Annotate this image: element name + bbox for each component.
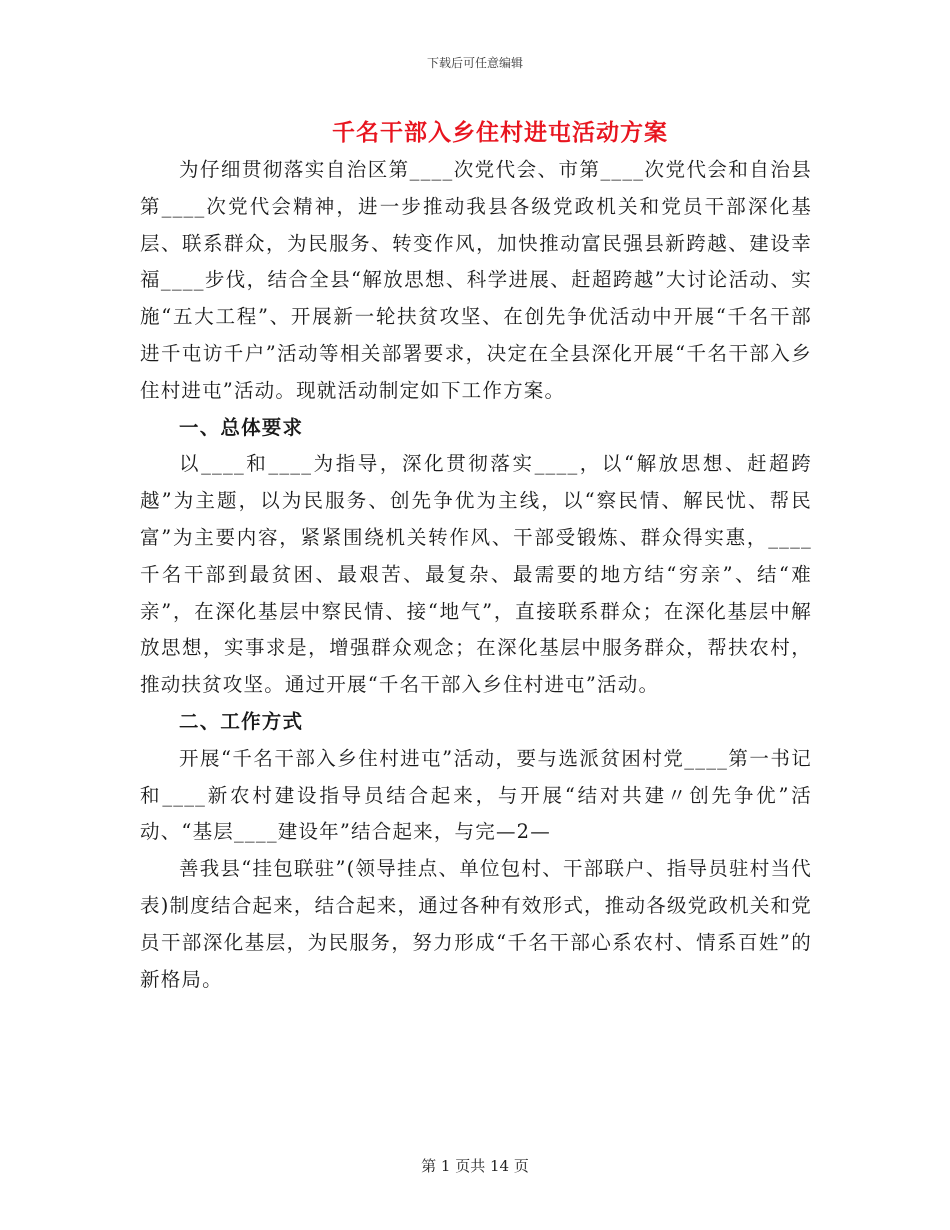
general-requirements-paragraph: 以____和____为指导，深化贯彻落实____，以“解放思想、赶超跨越”为主题，以为民服务、创先争优为主线，以“察民情、解民忧、帮民富”为主要内容，紧紧围绕机关转作风、干部受锻炼、群众得实惠，____千名干部到最贫困、最艰苦、最复杂、最需要的地方结“穷亲”、结“难亲”，在深化基层中察民情、接“地气”，直接联系群众；在深化基层中解放思想，实事求是，增强群众观念；在深化基层中服务群众，帮扶农村，推动扶贫攻坚。通过开展“千名干部入乡住村进屯”活动。 — [140, 452, 812, 697]
document-title: 千名干部入乡住村进屯活动方案 — [332, 119, 668, 146]
work-methods-paragraph-2: 善我县“挂包联驻”(领导挂点、单位包村、干部联户、指导员驻村当代表)制度结合起来，结合起来，通过各种有效形式，推动各级党政机关和党员干部深化基层，为民服务，努力形成“千名干部心系农村、情系百姓”的新格局。 — [140, 857, 812, 991]
page-number: 第 1 页共 14 页 — [421, 1157, 529, 1175]
download-note: 下载后可任意编辑 — [426, 56, 523, 70]
work-methods-paragraph-1: 开展“千名干部入乡住村进屯”活动，要与选派贫困村党____第一书记和____新农村建设指导员结合起来，与开展“结对共建〃创先争优”活动、“基层____建设年”结合起来，与完—2— — [140, 746, 812, 844]
section-heading-general-requirements: 一、总体要求 — [179, 415, 304, 439]
section-heading-work-methods: 二、工作方式 — [179, 709, 304, 733]
document-body — [140, 152, 812, 998]
intro-paragraph: 为仔细贯彻落实自治区第____次党代会、市第____次党代会和自治县第____次党代会精神，进一步推动我县各级党政机关和党员干部深化基层、联系群众，为民服务、转变作风，加快推动富民强县新跨越、建设幸福____步伐，结合全县“解放思想、科学进展、赶超跨越”大讨论活动、实施“五大工程”、开展新一轮扶贫攻坚、在创先争优活动中开展“千名干部进千屯访千户”活动等相关部署要求，决定在全县深化开展“千名干部入乡住村进屯”活动。现就活动制定如下工作方案。 — [140, 158, 812, 402]
